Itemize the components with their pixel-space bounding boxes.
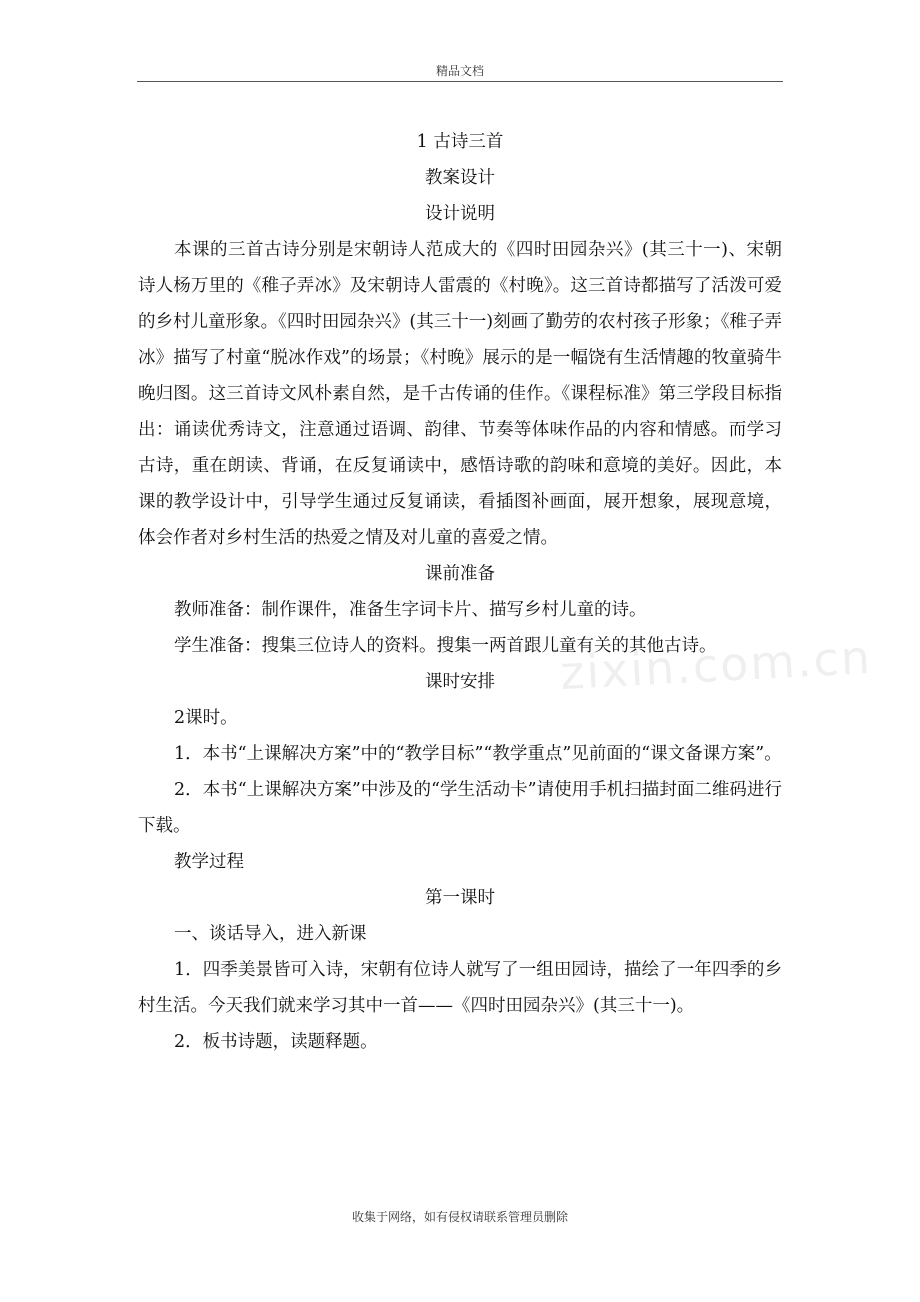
step-1-item-1: 1．四季美景皆可入诗，宋朝有位诗人就写了一组田园诗，描绘了一年四季的乡村生活。今天我们就来学习其中一首——《四时田园杂兴》(其三十一)。 bbox=[138, 960, 782, 1016]
page-footer: 收集于网络，如有侵权请联系管理员删除 bbox=[351, 1210, 568, 1224]
section-heading-process: 教学过程 bbox=[174, 852, 244, 872]
section-heading-design: 设计说明 bbox=[425, 204, 495, 224]
teacher-prep: 教师准备：制作课件，准备生字词卡片、描写乡村儿童的诗。 bbox=[174, 600, 647, 620]
design-paragraph: 本课的三首古诗分别是宋朝诗人范成大的《四时田园杂兴》(其三十一)、宋朝诗人杨万里的《稚子弄冰》及宋朝诗人雷震的《村晚》。这三首诗都描写了活泼可爱的乡村儿童形象。《四时田园杂兴》(其三十一)刻画了勤劳的农村孩子形象；《稚子弄冰》描写了村童“脱冰作戏”的场景；《村晚》展示的是一幅饶有生活情趣的牧童骑牛晚归图。这三首诗文风朴素自然，是千古传诵的佳作。《课程标准》第三学段目标指出：诵读优秀诗文，注意通过语调、韵律、节奏等体味作品的内容和情感。而学习古诗，重在朗读、背诵，在反复诵读中，感悟诗歌的韵味和意境的美好。因此，本课的教学设计中，引导学生通过反复诵读，看插图补画面，展开想象，展现意境，体会作者对乡村生活的热爱之情及对儿童的喜爱之情。 bbox=[138, 240, 782, 548]
page-header: 精品文档 bbox=[435, 64, 484, 78]
lesson-1-heading: 第一课时 bbox=[425, 888, 495, 908]
section-heading-prep: 课前准备 bbox=[425, 564, 495, 584]
lesson-title: 1 古诗三首 bbox=[416, 132, 504, 152]
student-prep: 学生准备：搜集三位诗人的资料。搜集一两首跟儿童有关的其他古诗。 bbox=[174, 636, 717, 656]
lesson-hours: 2课时。 bbox=[174, 708, 238, 728]
watermark: zixin.com.cn bbox=[558, 629, 874, 701]
header-divider bbox=[137, 81, 783, 82]
note-1: 1．本书“上课解决方案”中的“教学目标”“教学重点”见前面的“课文备课方案”。 bbox=[174, 744, 782, 764]
note-2: 2．本书“上课解决方案”中涉及的“学生活动卡”请使用手机扫描封面二维码进行下载。 bbox=[138, 780, 782, 836]
doc-subtitle: 教案设计 bbox=[425, 168, 495, 188]
step-1-item-2: 2．板书诗题，读题释题。 bbox=[174, 1032, 378, 1052]
document-body bbox=[138, 124, 782, 1060]
step-1-heading: 一、谈话导入，进入新课 bbox=[174, 924, 367, 944]
section-heading-schedule: 课时安排 bbox=[425, 672, 495, 692]
